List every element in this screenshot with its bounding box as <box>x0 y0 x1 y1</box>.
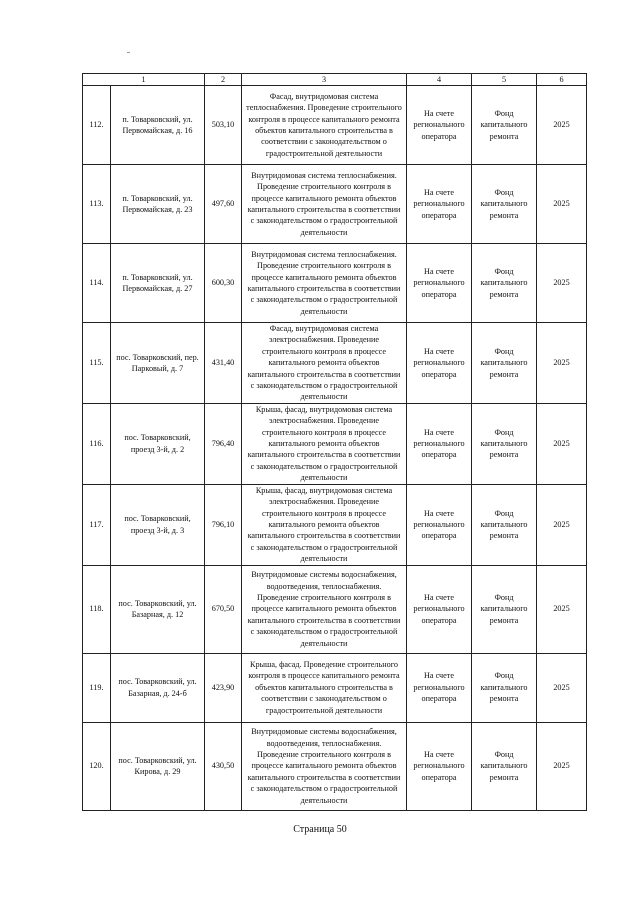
header-cell: 5 <box>472 74 537 86</box>
table-row <box>83 403 587 484</box>
area-cell: 796,40 <box>205 403 242 484</box>
year-cell: 2025 <box>537 565 587 653</box>
work-description-cell: Фасад, внутридомовая система теплоснабжения. Проведение строительного контроля в процессе капитального ремонта объектов капитального строительства в соответствии с законодательством о градостроительной деятельности <box>242 86 407 165</box>
funding-source-cell: На счете регионального оператора <box>407 722 472 810</box>
row-number: 118. <box>83 565 111 653</box>
work-description-cell: Внутридомовые системы водоснабжения, водоотведения, теплоснабжения. Проведение строительного контроля в процессе капитального ремонта объектов капитального строительства в соответствии с законодательством о градостроительной деятельности <box>242 565 407 653</box>
area-cell: 423,90 <box>205 653 242 722</box>
fund-cell: Фонд капитального ремонта <box>472 403 537 484</box>
funding-source-cell: На счете регионального оператора <box>407 653 472 722</box>
address-cell: пос. Товарковский, ул. Кирова, д. 29 <box>111 722 205 810</box>
row-number: 119. <box>83 653 111 722</box>
area-cell: 670,50 <box>205 565 242 653</box>
fund-cell: Фонд капитального ремонта <box>472 244 537 323</box>
address-cell: пос. Товарковский, проезд 3-й, д. 2 <box>111 403 205 484</box>
work-description-cell: Крыша, фасад, внутридомовая система электроснабжения. Проведение строительного контроля в процессе капитального ремонта объектов капитального строительства в соответствии с законодательством о градостроительной деятельности <box>242 484 407 565</box>
address-cell: п. Товарковский, ул. Первомайская, д. 23 <box>111 165 205 244</box>
repair-plan-table <box>82 73 587 811</box>
table-row <box>83 323 587 404</box>
year-cell: 2025 <box>537 403 587 484</box>
fund-cell: Фонд капитального ремонта <box>472 323 537 404</box>
year-cell: 2025 <box>537 323 587 404</box>
header-cell: 4 <box>407 74 472 86</box>
table-row <box>83 86 587 165</box>
year-cell: 2025 <box>537 244 587 323</box>
year-cell: 2025 <box>537 653 587 722</box>
funding-source-cell: На счете регионального оператора <box>407 244 472 323</box>
area-cell: 431,40 <box>205 323 242 404</box>
area-cell: 503,10 <box>205 86 242 165</box>
table-row <box>83 244 587 323</box>
area-cell: 796,10 <box>205 484 242 565</box>
fund-cell: Фонд капитального ремонта <box>472 565 537 653</box>
work-description-cell: Внутридомовые системы водоснабжения, водоотведения, теплоснабжения. Проведение строительного контроля в процессе капитального ремонта объектов капитального строительства в соответствии с законодательством о градостроительной деятельности <box>242 722 407 810</box>
year-cell: 2025 <box>537 86 587 165</box>
address-cell: п. Товарковский, ул. Первомайская, д. 16 <box>111 86 205 165</box>
row-number: 120. <box>83 722 111 810</box>
table-row <box>83 722 587 810</box>
work-description-cell: Фасад, внутридомовая система электроснабжения. Проведение строительного контроля в процессе капитального ремонта объектов капитального строительства в соответствии с законодательством о градостроительной деятельности <box>242 323 407 404</box>
row-number: 114. <box>83 244 111 323</box>
address-cell: пос. Товарковский, проезд 3-й, д. 3 <box>111 484 205 565</box>
fund-cell: Фонд капитального ремонта <box>472 722 537 810</box>
header-cell: 1 <box>83 74 205 86</box>
address-cell: пос. Товарковский, ул. Базарная, д. 12 <box>111 565 205 653</box>
year-cell: 2025 <box>537 165 587 244</box>
area-cell: 497,60 <box>205 165 242 244</box>
funding-source-cell: На счете регионального оператора <box>407 86 472 165</box>
funding-source-cell: На счете регионального оператора <box>407 323 472 404</box>
funding-source-cell: На счете регионального оператора <box>407 484 472 565</box>
row-number: 116. <box>83 403 111 484</box>
header-cell: 6 <box>537 74 587 86</box>
address-cell: п. Товарковский, ул. Первомайская, д. 27 <box>111 244 205 323</box>
funding-source-cell: На счете регионального оператора <box>407 565 472 653</box>
work-description-cell: Внутридомовая система теплоснабжения. Проведение строительного контроля в процессе капитального ремонта объектов капитального строительства в соответствии с законодательством о градостроительной деятельности <box>242 244 407 323</box>
work-description-cell: Внутридомовая система теплоснабжения. Проведение строительного контроля в процессе капитального ремонта объектов капитального строительства в соответствии с законодательством о градостроительной деятельности <box>242 165 407 244</box>
address-cell: пос. Товарковский, ул. Базарная, д. 24-б <box>111 653 205 722</box>
funding-source-cell: На счете регионального оператора <box>407 403 472 484</box>
header-cell: 3 <box>242 74 407 86</box>
year-cell: 2025 <box>537 722 587 810</box>
row-number: 115. <box>83 323 111 404</box>
work-description-cell: Крыша, фасад, внутридомовая система электроснабжения. Проведение строительного контроля в процессе капитального ремонта объектов капитального строительства в соответствии с законодательством о градостроительной деятельности <box>242 403 407 484</box>
table-row <box>83 165 587 244</box>
row-number: 113. <box>83 165 111 244</box>
work-description-cell: Крыша, фасад. Проведение строительного контроля в процессе капитального ремонта объектов капитального строительства в соответствии с законодательством о градостроительной деятельности <box>242 653 407 722</box>
fund-cell: Фонд капитального ремонта <box>472 165 537 244</box>
page-number: Страница 50 <box>293 824 347 835</box>
fund-cell: Фонд капитального ремонта <box>472 484 537 565</box>
row-number: 117. <box>83 484 111 565</box>
table-row <box>83 484 587 565</box>
scan-mark <box>127 52 130 53</box>
area-cell: 430,50 <box>205 722 242 810</box>
table-row <box>83 565 587 653</box>
area-cell: 600,30 <box>205 244 242 323</box>
row-number: 112. <box>83 86 111 165</box>
table-row <box>83 653 587 722</box>
fund-cell: Фонд капитального ремонта <box>472 86 537 165</box>
funding-source-cell: На счете регионального оператора <box>407 165 472 244</box>
address-cell: пос. Товарковский, пер. Парковый, д. 7 <box>111 323 205 404</box>
year-cell: 2025 <box>537 484 587 565</box>
header-cell: 2 <box>205 74 242 86</box>
fund-cell: Фонд капитального ремонта <box>472 653 537 722</box>
table-header-row <box>83 74 587 86</box>
